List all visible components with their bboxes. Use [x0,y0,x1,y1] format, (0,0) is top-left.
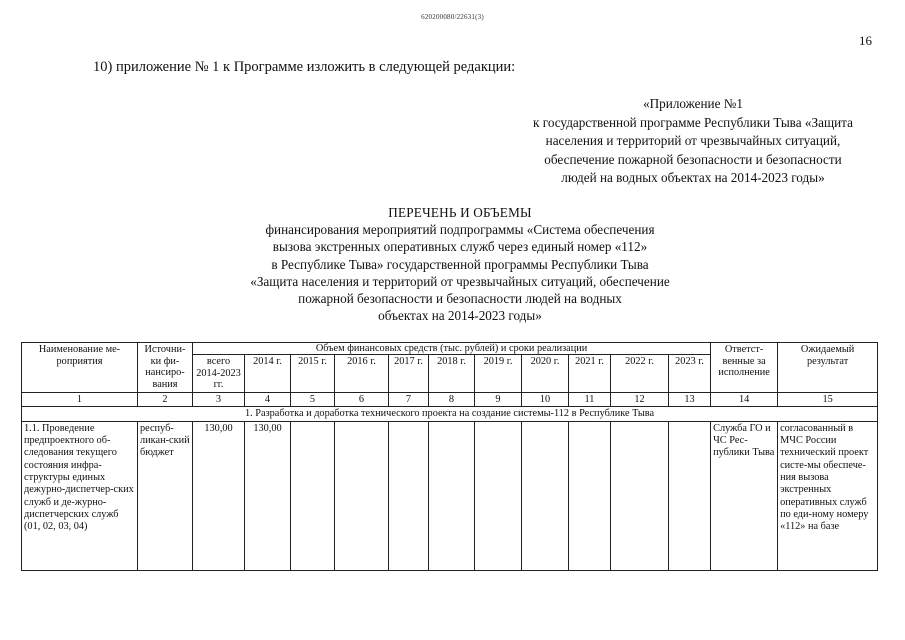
column-number: 5 [291,392,335,406]
cell-2022 [611,421,669,570]
appendix-line: к государственной программе Республики Тыва «Защита [533,114,853,130]
title-line: пожарной безопасности и безопасности людей на водных [298,291,622,307]
column-number: 9 [475,392,522,406]
cell-2023 [669,421,711,570]
cell-responsible: Служба ГО и ЧС Рес-публики Тыва [711,421,778,570]
header-responsible: Ответст-венные за исполнение [711,343,778,393]
title-heading: ПЕРЕЧЕНЬ И ОБЪЕМЫ [388,205,532,220]
header-year: 2021 г. [569,355,611,393]
cell-2015 [291,421,335,570]
column-number: 1 [22,392,138,406]
title-line: в Республике Тыва» государственной программы Республики Тыва [271,256,649,272]
header-result: Ожидаемый результат [778,343,878,393]
title-line: финансирования мероприятий подпрограммы «Система обеспечения [265,222,655,238]
page-number: 16 [859,33,872,48]
cell-2014: 130,00 [245,421,291,570]
cell-2019 [475,421,522,570]
cell-result: согласованный в МЧС России технический проект систе-мы обеспече-ния вызова экстренных оперативных служб по еди-ному номеру «112» на базе [778,421,878,570]
header-total: всего 2014-2023 гг. [193,355,245,393]
header-year: 2015 г. [291,355,335,393]
document-id: 620200080/22631(3) [421,13,484,21]
table-row [22,421,878,570]
column-number: 11 [569,392,611,406]
header-year: 2023 г. [669,355,711,393]
column-number: 7 [389,392,429,406]
header-year: 2017 г. [389,355,429,393]
header-year: 2020 г. [522,355,569,393]
header-year: 2014 г. [245,355,291,393]
document-title [200,204,720,324]
column-number: 2 [138,392,193,406]
header-volume: Объем финансовых средств (тыс. рублей) и сроки реализации [193,343,711,355]
column-number: 8 [429,392,475,406]
appendix-heading [498,95,888,188]
appendix-line: людей на водных объектах на 2014-2023 годы» [561,170,825,185]
cell-2017 [389,421,429,570]
appendix-line: обеспечение пожарной безопасности и безопасности [544,151,842,167]
financing-table [21,342,878,571]
column-number: 3 [193,392,245,406]
appendix-line: населения и территорий от чрезвычайных ситуаций, [545,133,841,148]
header-year: 2019 г. [475,355,522,393]
header-name: Наименование ме-роприятия [22,343,138,393]
cell-source: респуб-ликан-ский бюджет [138,421,193,570]
column-number: 6 [335,392,389,406]
column-number: 15 [778,392,878,406]
cell-2016 [335,421,389,570]
cell-2020 [522,421,569,570]
cell-total: 130,00 [193,421,245,570]
column-number: 14 [711,392,778,406]
header-year: 2016 г. [335,355,389,393]
title-line: вызова экстренных оперативных служб через единый номер «112» [272,239,648,255]
cell-2018 [429,421,475,570]
column-number: 4 [245,392,291,406]
header-source: Источни-ки фи-нансиро-вания [138,343,193,393]
column-number: 10 [522,392,569,406]
cell-name: 1.1. Проведение предпроектного об-следования текущего состояния инфра-структуры единых дежурно-диспетчер-ских служб и де-журно-диспетчерских служб (01, 02, 03, 04) [22,421,138,570]
instruction-text: 10) приложение № 1 к Программе изложить в следующей редакции: [93,59,516,75]
section-title: 1. Разработка и доработка технического проекта на создание системы-112 в Республике Тыва [22,406,878,421]
cell-2021 [569,421,611,570]
header-year: 2022 г. [611,355,669,393]
column-number: 12 [611,392,669,406]
column-number: 13 [669,392,711,406]
header-year: 2018 г. [429,355,475,393]
title-line: «Защита населения и территорий от чрезвычайных ситуаций, обеспечение [250,273,670,289]
title-line: объектах на 2014-2023 годы» [378,308,542,324]
appendix-line: «Приложение №1 [643,96,743,111]
